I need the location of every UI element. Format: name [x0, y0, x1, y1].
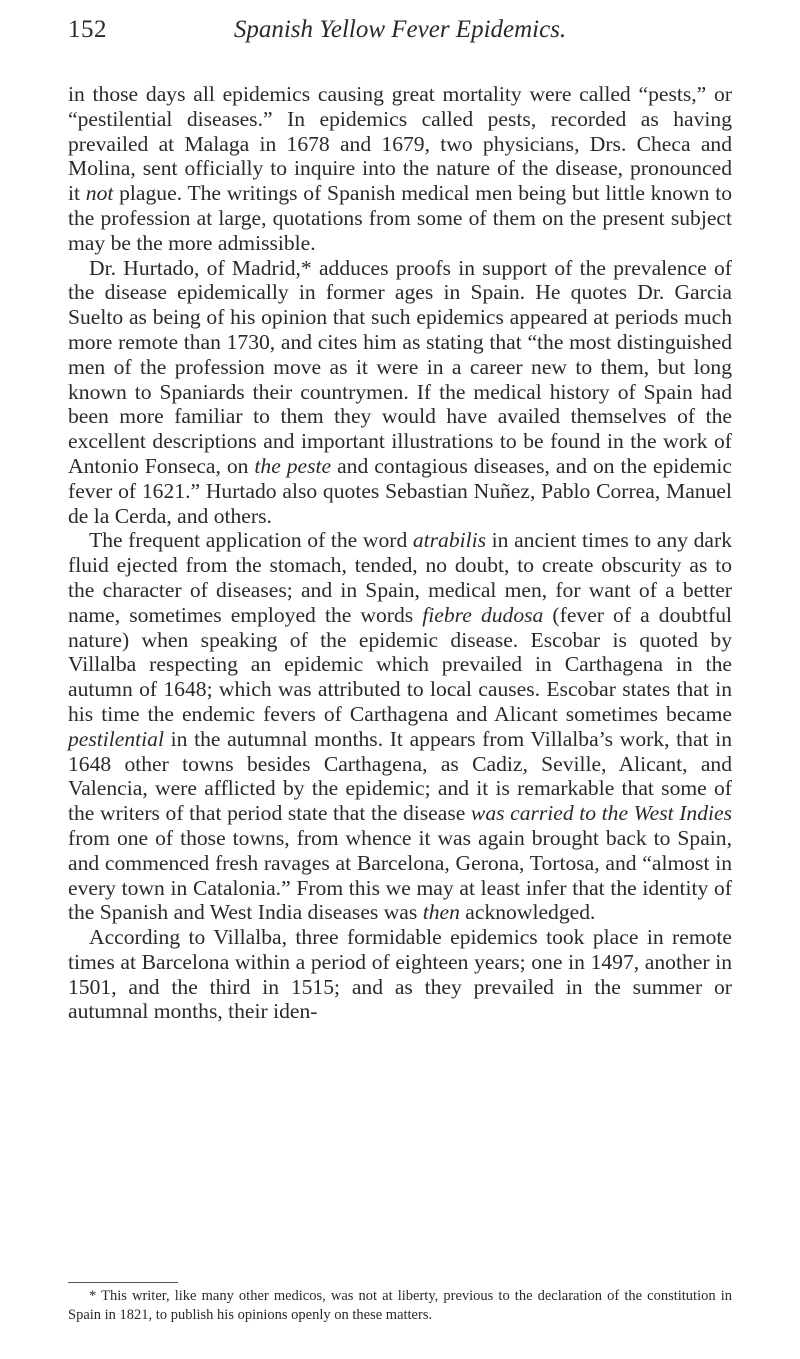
running-head — [68, 12, 732, 52]
text-run: (fever of a doubtful nature) when speaking of the epidemic disease. Escobar is quoted by Villalba respecting an epidemic which prevailed in Carthagena in the autumn of 1648; which was attributed to local causes. Escobar states that in his time the endemic fevers of Carthagena and Alicant sometimes became — [68, 602, 732, 726]
italic-phrase: was carried to the West Indies — [470, 801, 733, 826]
text-run: Dr. Hurtado, of Madrid,* adduces proofs in support of the prevalence of the disease epidemically in former ages in Spain. He quotes Dr. Garcia Suelto as being of his opinion that such epidemics appeared at periods much more remote than 1730, and cites him as stating that “the most distinguished men of the profession move as it were in a career new to them, but long known to Spaniards their countrymen. If the medical history of Spain had been more familiar to them they would have availed themselves of the excellent descriptions and important illustrations to be found in the work of Antonio Fonseca, on — [68, 255, 732, 478]
page-number: 152 — [68, 16, 107, 43]
paragraph-3 — [68, 528, 732, 925]
body-text — [68, 82, 732, 1024]
text-run: from one of those towns, from whence it was again brought back to Spain, and commenced fresh ravages at Barcelona, Gerona, Tortosa, and “almost in every town in Catalonia.” From this we may at least infer that the identity of the Spanish and West India diseases was — [68, 825, 732, 925]
text-run: in the autumnal months. It appears from Villalba’s work, that in 1648 other towns besides Carthagena, as Cadiz, Seville, Alicant, and Valencia, were afflicted by the epidemic; and it is remarkable that some of the writers of that period state that the disease — [68, 726, 732, 826]
italic-phrase: atrabilis — [412, 528, 487, 553]
text-run: in ancient times to any dark fluid ejected from the stomach, tended, no doubt, to create obscurity as to the character of diseases; and in Spain, medical men, for want of a better name, sometimes employed the words — [68, 528, 732, 627]
footnote-rule — [68, 1282, 178, 1283]
paragraph-4 — [68, 925, 732, 1024]
paragraph-2 — [68, 256, 732, 529]
italic-phrase: pestilential — [68, 726, 164, 751]
italic-phrase: then — [422, 900, 460, 925]
italic-phrase: fiebre dudosa — [422, 602, 544, 627]
italic-phrase: the peste — [254, 453, 332, 478]
italic-phrase: not — [85, 181, 114, 206]
text-run: According to Villalba, three formidable epidemics took place in remote times at Barcelona within a period of eighteen years; one in 1497, another in 1501, and the third in 1515; and as they prevailed in the summer or autumnal months, their iden- — [68, 925, 732, 1024]
text-run: and contagious diseases, and on the epidemic fever of 1621.” Hurtado also quotes Sebastian Nuñez, Pablo Correa, Manuel de la Cerda, and others. — [68, 453, 732, 528]
text-run: plague. The writings of Spanish medical men being but little known to the profession at large, quotations from some of them on the present subject may be the more admissible. — [68, 181, 732, 255]
footnote: * This writer, like many other medicos, was not at liberty, previous to the declaration of the constitution in Spain in 1821, to publish his opinions openly on these matters. — [68, 1288, 732, 1323]
text-run: in those days all epidemics causing great mortality were called “pests,” or “pestilential diseases.” In epidemics called pests, recorded as having prevailed at Malaga in 1678 and 1679, two physicians, Drs. Checa and Molina, sent officially to inquire into the nature of the disease, pronounced it — [68, 82, 732, 206]
text-run: acknowledged. — [459, 900, 596, 925]
paragraph-1 — [68, 82, 732, 256]
running-title: Spanish Yellow Fever Epidemics. — [233, 16, 567, 43]
text-run: The frequent application of the word — [89, 528, 413, 553]
